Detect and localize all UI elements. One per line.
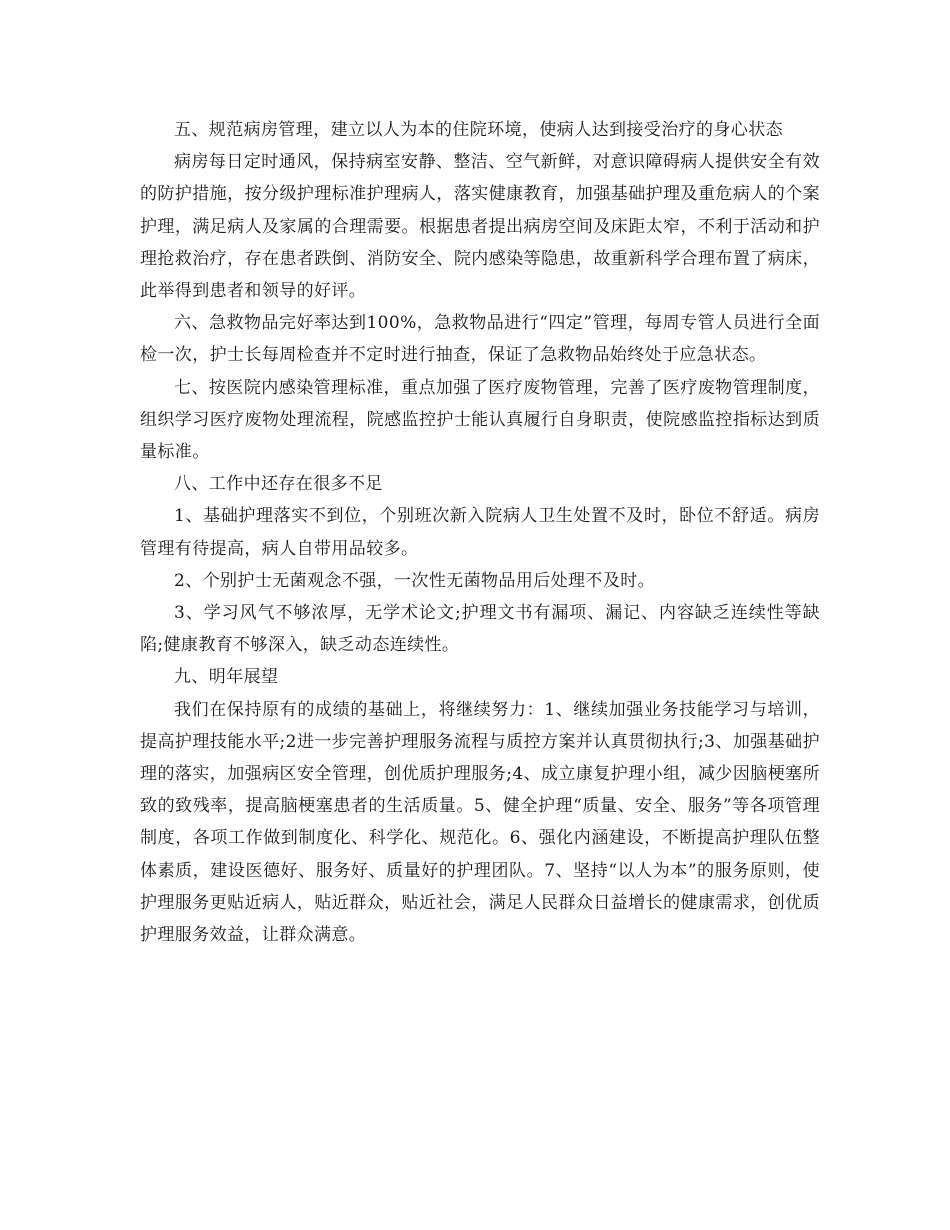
outlook-paragraph: 我们在保持原有的成绩的基础上，将继续努力：1、继续加强业务技能学习与培训，提高护理技能水平;2进一步完善护理服务流程与质控方案并认真贯彻执行;3、加强基础护理的落实，加强病区安全管理，创优质护理服务;4、成立康复护理小组，减少因脑梗塞所致的致残率，提高脑梗塞患者的生活质量。5、健全护理“质量、安全、服务”等各项管理制度，各项工作做到制度化、科学化、规范化。6、强化内涵建设，不断提高护理队伍整体素质，建设医德好、服务好、质量好的护理团队。7、坚持“以人为本”的服务原则，使护理服务更贴近病人，贴近群众，贴近社会，满足人民群众日益增长的健康需求，创优质护理服务效益，让群众满意。 — [140, 699, 820, 946]
section-seven-paragraph: 七、按医院内感染管理标准，重点加强了医疗废物管理，完善了医疗废物管理制度，组织学习医疗废物处理流程，院感监控护士能认真履行自身职责，使院感监控指标达到质量标准。 — [140, 377, 820, 463]
document-body — [140, 114, 820, 951]
section-six-paragraph: 六、急救物品完好率达到100%，急救物品进行“四定”管理，每周专管人员进行全面检一次，护士长每周检查并不定时进行抽查，保证了急救物品始终处于应急状态。 — [140, 313, 820, 366]
ward-management-paragraph: 病房每日定时通风，保持病室安静、整洁、空气新鲜，对意识障碍病人提供安全有效的防护措施，按分级护理标准护理病人，落实健康教育，加强基础护理及重危病人的个案护理，满足病人及家属的合理需要。根据患者提出病房空间及床距太窄，不利于活动和护理抢救治疗，存在患者跌倒、消防安全、院内感染等隐患，故重新科学合理布置了病床，此举得到患者和领导的好评。 — [140, 152, 820, 302]
section-five-heading: 五、规范病房管理，建立以人为本的住院环境，使病人达到接受治疗的身心状态 — [174, 120, 783, 140]
shortcoming-item-3: 3、学习风气不够浓厚，无学术论文;护理文书有漏项、漏记、内容缺乏连续性等缺陷;健康教育不够深入，缺乏动态连续性。 — [140, 603, 820, 656]
shortcoming-item-2: 2、个别护士无菌观念不强，一次性无菌物品用后处理不及时。 — [174, 570, 656, 591]
section-nine-heading: 九、明年展望 — [174, 667, 279, 688]
shortcoming-item-1: 1、基础护理落实不到位，个别班次新入院病人卫生处置不及时，卧位不舒适。病房管理有待提高，病人自带用品较多。 — [140, 506, 820, 559]
section-eight-heading: 八、工作中还存在很多不足 — [174, 474, 383, 495]
